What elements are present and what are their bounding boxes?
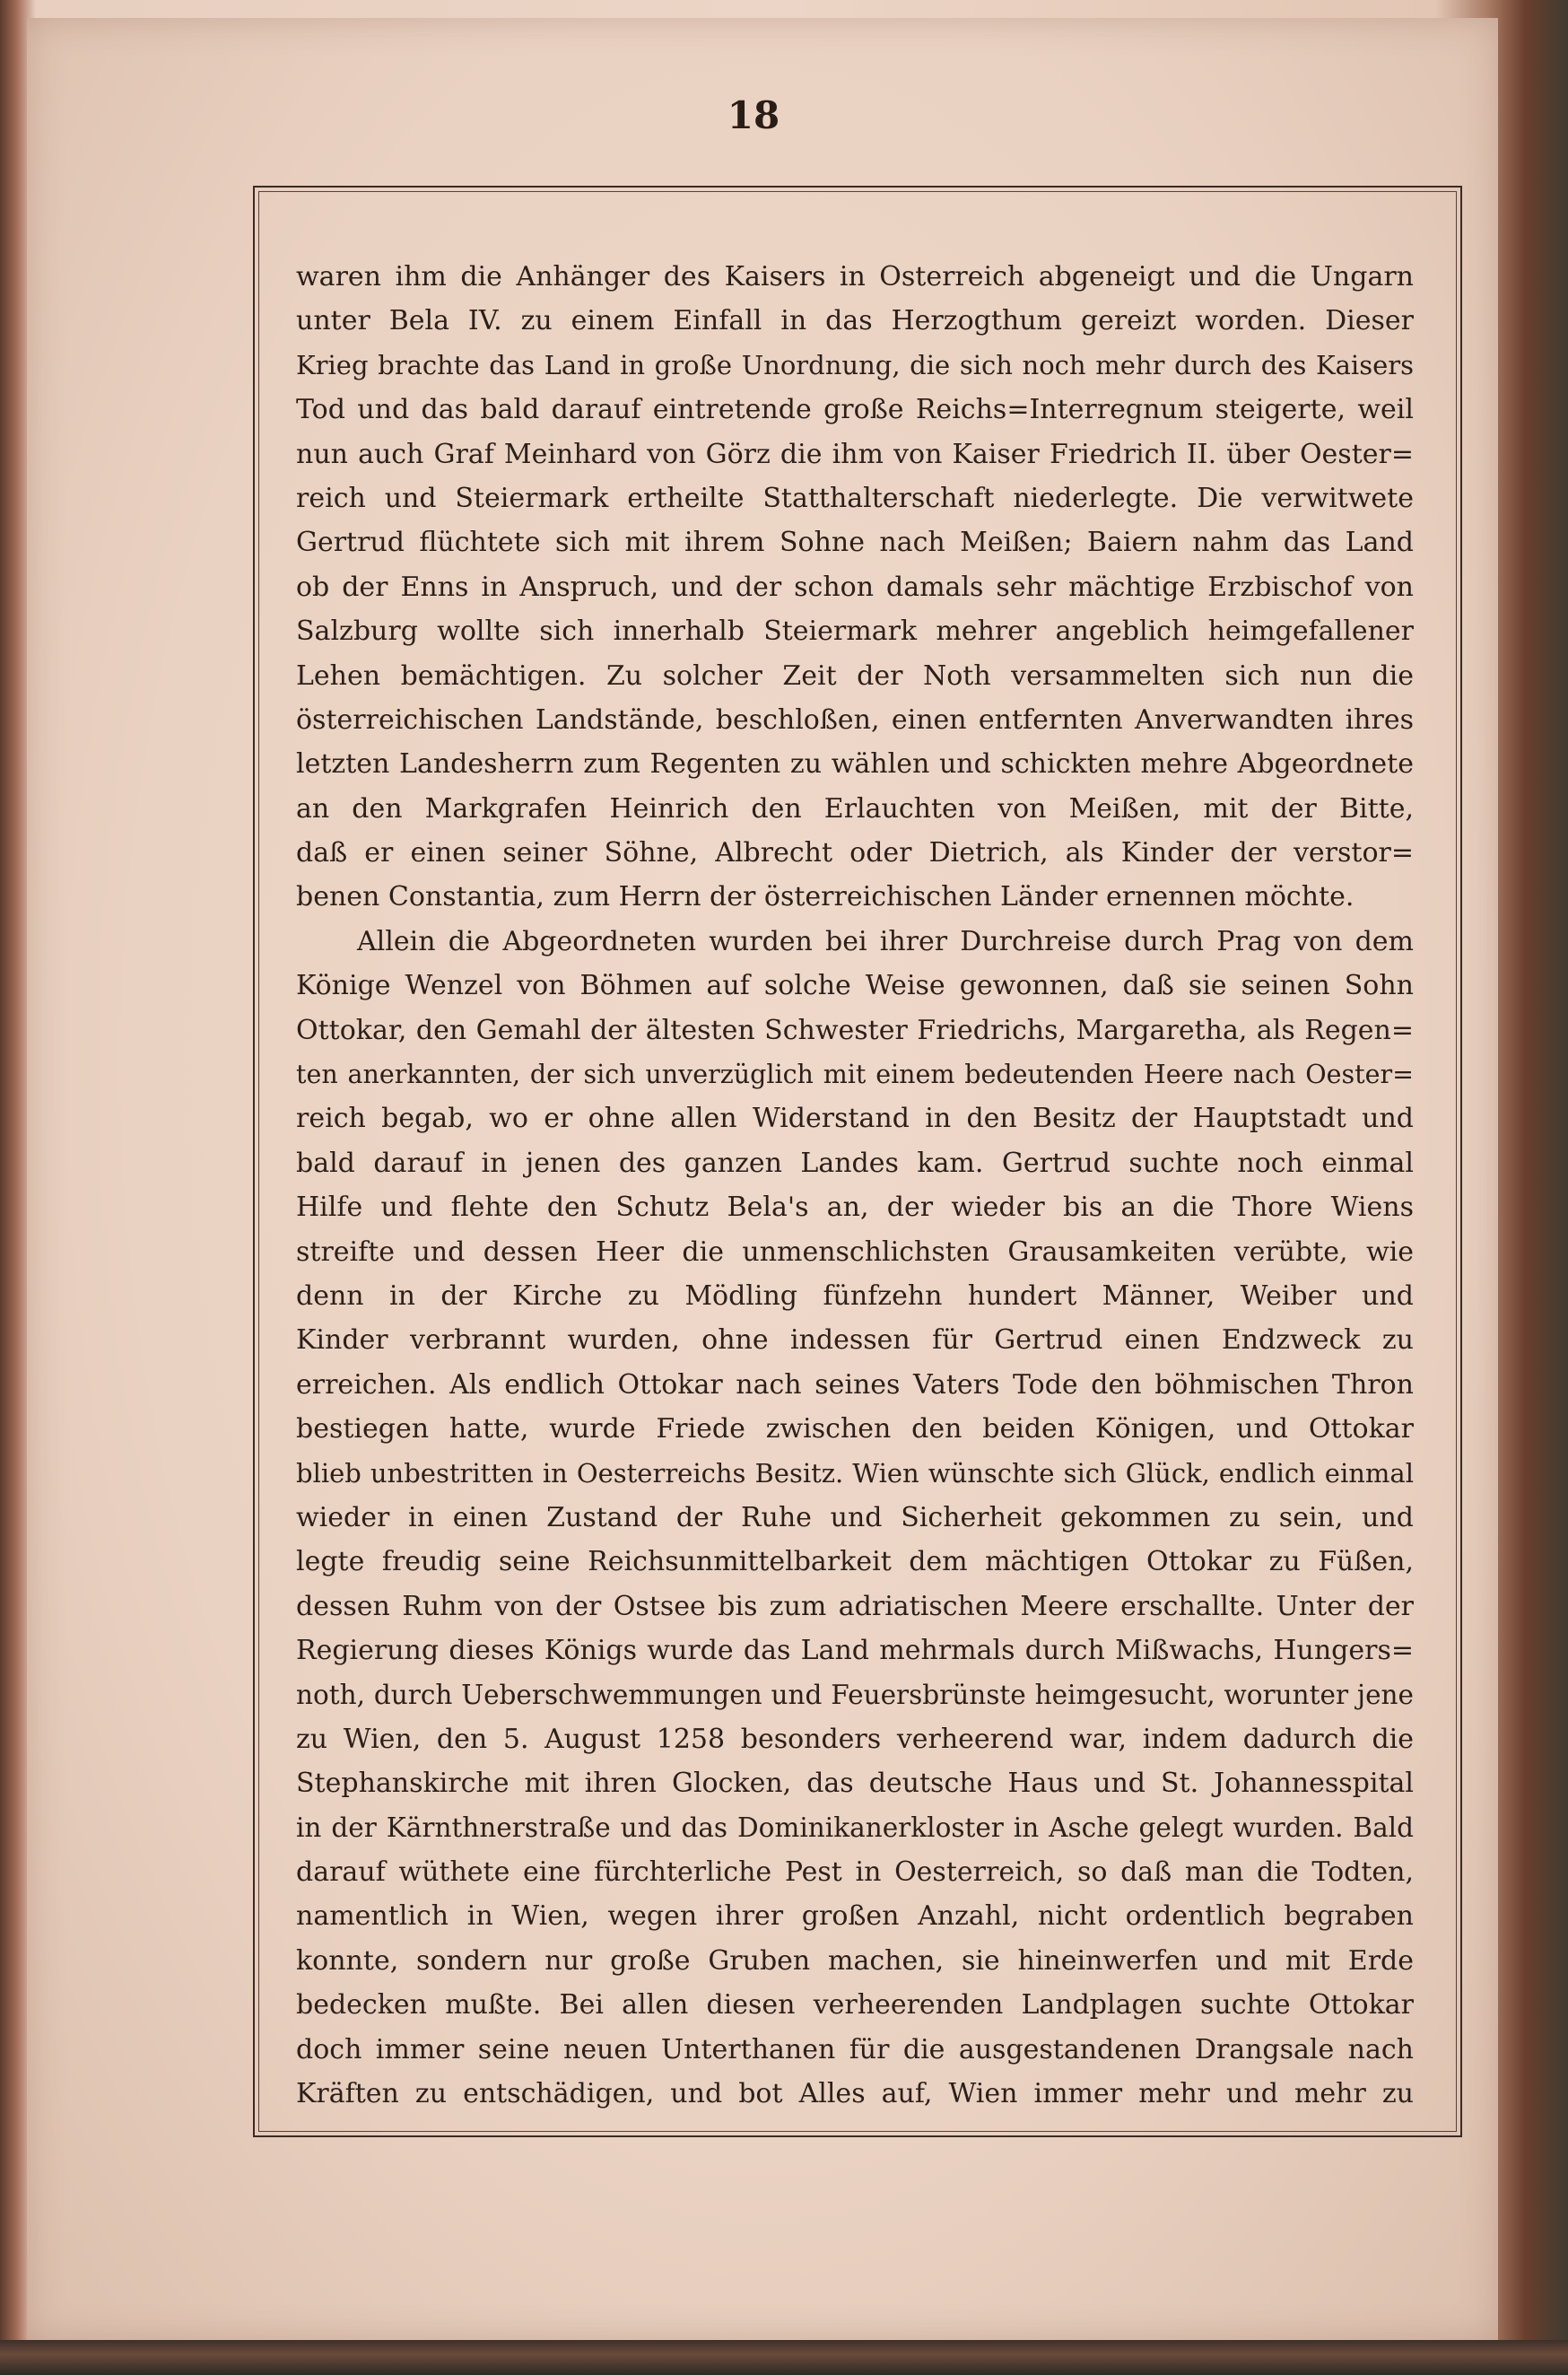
text-line: Ottokar, den Gemahl der ältesten Schwester Friedrichs, Margaretha, als Regen= xyxy=(296,1014,1414,1046)
text-line: letzten Landesherrn zum Regenten zu wählen und schickten mehre Abgeordnete xyxy=(296,748,1414,781)
text-line: bedecken mußte. Bei allen diesen verheerenden Landplagen suchte Ottokar xyxy=(296,1989,1414,2021)
text-line: denn in der Kirche zu Mödling fünfzehn hundert Männer, Weiber und xyxy=(296,1279,1414,1312)
text-line: benen Constantia, zum Herrn der österreichischen Länder ernennen möchte. xyxy=(296,881,1355,913)
text-line: streifte und dessen Heer die unmenschlichsten Grausamkeiten verübte, wie xyxy=(296,1236,1414,1268)
text-line: doch immer seine neuen Unterthanen für die ausgestandenen Drangsale nach xyxy=(296,2033,1414,2065)
text-line: Kinder verbrannt wurden, ohne indessen für Gertrud einen Endzweck zu xyxy=(296,1324,1414,1357)
text-line: ten anerkannten, der sich unverzüglich mit einem bedeutenden Heere nach Oester= xyxy=(296,1060,1414,1090)
text-line: legte freudig seine Reichsunmittelbarkeit dem mächtigen Ottokar zu Füßen, xyxy=(296,1546,1414,1578)
text-line: Kräften zu entschädigen, und bot Alles auf, Wien immer mehr und mehr zu xyxy=(296,2078,1414,2110)
text-line: Regierung dieses Königs wurde das Land mehrmals durch Mißwachs, Hungers= xyxy=(296,1635,1414,1667)
text-line: Salzburg wollte sich innerhalb Steiermark mehrer angeblich heimgefallener xyxy=(296,616,1414,648)
text-line: österreichischen Landstände, beschloßen, einen entfernten Anverwandten ihres xyxy=(296,703,1414,736)
text-line: reich begab, wo er ohne allen Widerstand in den Besitz der Hauptstadt und xyxy=(296,1103,1414,1135)
text-line: in der Kärnthnerstraße und das Dominikanerkloster in Asche gelegt wurden. Bald xyxy=(296,1812,1414,1843)
text-line: an den Markgrafen Heinrich den Erlauchten von Meißen, mit der Bitte, xyxy=(296,792,1414,825)
text-line: Krieg brachte das Land in große Unordnung, die sich noch mehr durch des Kaisers xyxy=(296,349,1414,380)
text-line: ob der Enns in Anspruch, und der schon damals sehr mächtige Erzbischof von xyxy=(296,571,1414,603)
text-line: wieder in einen Zustand der Ruhe und Sicherheit gekommen zu sein, und xyxy=(296,1501,1414,1533)
page-number: 18 xyxy=(727,93,780,137)
text-line: Hilfe und flehte den Schutz Bela's an, der wieder bis an die Thore Wiens xyxy=(296,1192,1414,1224)
text-line: darauf wüthete eine fürchterliche Pest in Oesterreich, so daß man die Todten, xyxy=(296,1856,1414,1889)
body-text xyxy=(296,255,1414,2116)
text-line: waren ihm die Anhänger des Kaisers in Osterreich abgeneigt und die Ungarn xyxy=(296,261,1414,293)
text-line: bestiegen hatte, wurde Friede zwischen den beiden Königen, und Ottokar xyxy=(296,1413,1414,1445)
text-line: Tod und das bald darauf eintretende große Reichs=Interregnum steigerte, weil xyxy=(296,394,1414,426)
text-line: Könige Wenzel von Böhmen auf solche Weise gewonnen, daß sie seinen Sohn xyxy=(296,970,1414,1002)
text-line: bald darauf in jenen des ganzen Landes kam. Gertrud suchte noch einmal xyxy=(296,1147,1414,1179)
text-line: zu Wien, den 5. August 1258 besonders verheerend war, indem dadurch die xyxy=(296,1723,1414,1755)
text-line: konnte, sondern nur große Gruben machen, sie hineinwerfen und mit Erde xyxy=(296,1944,1414,1977)
text-line: Lehen bemächtigen. Zu solcher Zeit der Noth versammelten sich nun die xyxy=(296,659,1414,692)
text-line: daß er einen seiner Söhne, Albrecht oder Dietrich, als Kinder der verstor= xyxy=(296,837,1414,869)
text-line: erreichen. Als endlich Ottokar nach seines Vaters Tode den böhmischen Thron xyxy=(296,1368,1414,1401)
text-line: dessen Ruhm von der Ostsee bis zum adriatischen Meere erschallte. Unter der xyxy=(296,1590,1414,1622)
text-line: Stephanskirche mit ihren Glocken, das deutsche Haus und St. Johannesspital xyxy=(296,1768,1414,1800)
text-line: Gertrud flüchtete sich mit ihrem Sohne nach Meißen; Baiern nahm das Land xyxy=(296,527,1414,559)
text-line: namentlich in Wien, wegen ihrer großen Anzahl, nicht ordentlich begraben xyxy=(296,1900,1414,1933)
text-line: nun auch Graf Meinhard von Görz die ihm von Kaiser Friedrich II. über Oester= xyxy=(296,438,1414,470)
page-bottom-edge xyxy=(0,2340,1568,2375)
text-line: reich und Steiermark ertheilte Statthalterschaft niederlegte. Die verwitwete xyxy=(296,482,1414,514)
text-line: unter Bela IV. zu einem Einfall in das Herzogthum gereizt worden. Dieser xyxy=(296,305,1414,337)
text-line: noth, durch Ueberschwemmungen und Feuersbrünste heimgesucht, worunter jene xyxy=(296,1679,1414,1710)
text-line: blieb unbestritten in Oesterreichs Besitz. Wien wünschte sich Glück, endlich einmal xyxy=(296,1457,1414,1489)
text-line: Allein die Abgeordneten wurden bei ihrer Durchreise durch Prag von dem xyxy=(357,925,1414,957)
